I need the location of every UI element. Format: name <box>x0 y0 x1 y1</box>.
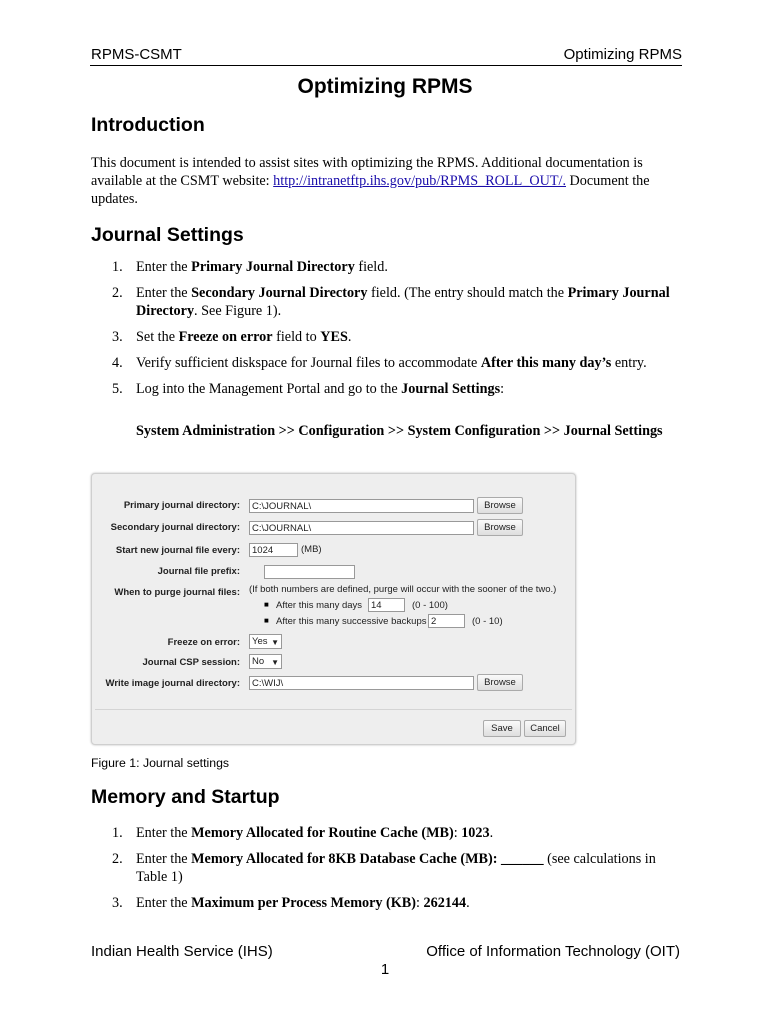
list-item-text: (see calculations in Table 1) <box>136 851 656 885</box>
list-item-text: entry. <box>611 355 647 371</box>
list-item-text: Enter the <box>136 259 192 275</box>
list-item-bold-text: Memory Allocated for 8KB Database Cache (MB): ______ <box>191 851 544 867</box>
intro-heading: Introduction <box>91 114 205 136</box>
list-item <box>112 284 684 320</box>
list-item-text: : <box>416 895 424 911</box>
list-item-text: field. <box>354 259 388 275</box>
list-item <box>112 258 684 276</box>
footer-left: Indian Health Service (IHS) <box>91 943 273 960</box>
cancel-button[interactable]: Cancel <box>524 720 566 737</box>
backups-range: (0 - 10) <box>472 616 503 627</box>
list-item-text: Verify sufficient diskspace for Journal files to accommodate <box>136 355 481 371</box>
navigation-path: System Administration >> Configuration >> System Configuration >> Journal Settings <box>136 423 663 439</box>
journal-csp-select[interactable] <box>249 654 282 669</box>
page-number: 1 <box>380 961 390 978</box>
intro-paragraph <box>91 154 683 208</box>
journal-csp-value: No <box>252 656 265 667</box>
form-separator <box>95 709 572 710</box>
wij-browse-button[interactable]: Browse <box>477 674 523 691</box>
primary-browse-button[interactable]: Browse <box>477 497 523 514</box>
list-item-bold-text: 262144 <box>423 895 467 911</box>
list-item-text: field to <box>272 329 321 345</box>
list-item-text: : <box>500 381 505 397</box>
list-item <box>112 380 684 398</box>
list-item-text: . <box>489 825 494 841</box>
secondary-browse-button[interactable]: Browse <box>477 519 523 536</box>
list-item-number: 5. <box>112 381 123 397</box>
primary-journal-label: Primary journal directory: <box>123 500 240 511</box>
journal-prefix-input[interactable] <box>264 565 355 579</box>
journal-steps-list <box>112 258 684 406</box>
list-item-bold-text: Secondary Journal Directory <box>191 285 368 301</box>
list-item <box>112 328 684 346</box>
secondary-journal-input[interactable]: C:\JOURNAL\ <box>249 521 474 535</box>
list-item-number: 3. <box>112 329 123 345</box>
primary-journal-input[interactable]: C:\JOURNAL\ <box>249 499 474 513</box>
list-item-bold-text: Freeze on error <box>178 329 273 345</box>
chevron-down-icon: ▼ <box>271 658 279 667</box>
backups-label: After this many successive backups <box>276 616 427 627</box>
running-header-left: RPMS-CSMT <box>91 46 182 63</box>
journal-settings-screenshot <box>91 473 576 745</box>
freeze-on-error-label: Freeze on error: <box>167 637 240 648</box>
wij-directory-input[interactable]: C:\WIJ\ <box>249 676 474 690</box>
purge-label: When to purge journal files: <box>114 587 240 598</box>
list-item-text: Enter the <box>136 825 192 841</box>
figure-caption: Figure 1: Journal settings <box>91 756 230 770</box>
list-item-number: 1. <box>112 825 123 841</box>
list-item-bold-text: YES <box>320 329 348 345</box>
journal-prefix-label: Journal file prefix: <box>157 566 240 577</box>
list-item <box>112 850 684 886</box>
list-item <box>112 354 684 372</box>
header-rule <box>90 65 682 66</box>
intro-text-after: Document the updates. <box>91 173 650 207</box>
days-input[interactable]: 14 <box>368 598 405 612</box>
start-new-file-label: Start new journal file every: <box>115 545 240 556</box>
list-item-number: 1. <box>112 259 123 275</box>
list-item-text: Log into the Management Portal and go to the <box>136 381 402 397</box>
list-item-bold-text: Primary Journal Directory <box>136 285 670 319</box>
wij-directory-label: Write image journal directory: <box>105 678 240 689</box>
list-item-number: 4. <box>112 355 123 371</box>
list-item-text: . <box>466 895 470 911</box>
list-item-bold-text: 1023 <box>461 825 490 841</box>
list-item-text: Enter the <box>136 285 192 301</box>
intro-text-before: This document is intended to assist sites with optimizing the RPMS. Additional documentation is available at the CSMT website: <box>91 155 643 189</box>
memory-heading: Memory and Startup <box>91 786 280 808</box>
footer-right: Office of Information Technology (OIT) <box>426 943 680 960</box>
document-title: Optimizing RPMS <box>297 75 473 98</box>
list-item-bold-text: Memory Allocated for Routine Cache (MB) <box>191 825 454 841</box>
save-button[interactable]: Save <box>483 720 521 737</box>
running-header-right: Optimizing RPMS <box>563 46 682 63</box>
list-item-number: 2. <box>112 851 123 867</box>
purge-note: (If both numbers are defined, purge will occur with the sooner of the two.) <box>249 584 557 595</box>
list-item-bold-text: Journal Settings <box>401 381 501 397</box>
start-new-file-input[interactable]: 1024 <box>249 543 298 557</box>
list-item-bold-text: After this many day’s <box>480 355 612 371</box>
list-item-bold-text: Primary Journal Directory <box>191 259 355 275</box>
backups-bullet: ■ <box>264 616 269 625</box>
list-item-text: . See Figure 1). <box>194 303 282 319</box>
list-item-number: 2. <box>112 285 123 301</box>
list-item-bold-text: Maximum per Process Memory (KB) <box>191 895 416 911</box>
list-item-text: . <box>347 329 352 345</box>
days-bullet: ■ <box>264 600 269 609</box>
list-item-text: Enter the <box>136 895 192 911</box>
backups-input[interactable]: 2 <box>428 614 465 628</box>
secondary-journal-label: Secondary journal directory: <box>110 522 240 533</box>
days-range: (0 - 100) <box>412 600 448 611</box>
freeze-on-error-select[interactable] <box>249 634 282 649</box>
freeze-on-error-value: Yes <box>252 636 268 647</box>
list-item-text: field. (The entry should match the <box>367 285 568 301</box>
days-label: After this many days <box>276 600 363 611</box>
chevron-down-icon: ▼ <box>271 638 279 647</box>
list-item-text: Set the <box>136 329 179 345</box>
csmt-website-link[interactable]: http://intranetftp.ihs.gov/pub/RPMS_ROLL_OUT/. <box>273 173 566 189</box>
start-new-file-unit: (MB) <box>301 544 322 555</box>
journal-csp-label: Journal CSP session: <box>142 657 240 668</box>
list-item-number: 3. <box>112 895 123 911</box>
journal-heading: Journal Settings <box>91 224 244 246</box>
list-item <box>112 894 684 912</box>
list-item <box>112 824 684 842</box>
memory-steps-list <box>112 824 684 920</box>
list-item-text: : <box>453 825 462 841</box>
list-item-text: Enter the <box>136 851 192 867</box>
